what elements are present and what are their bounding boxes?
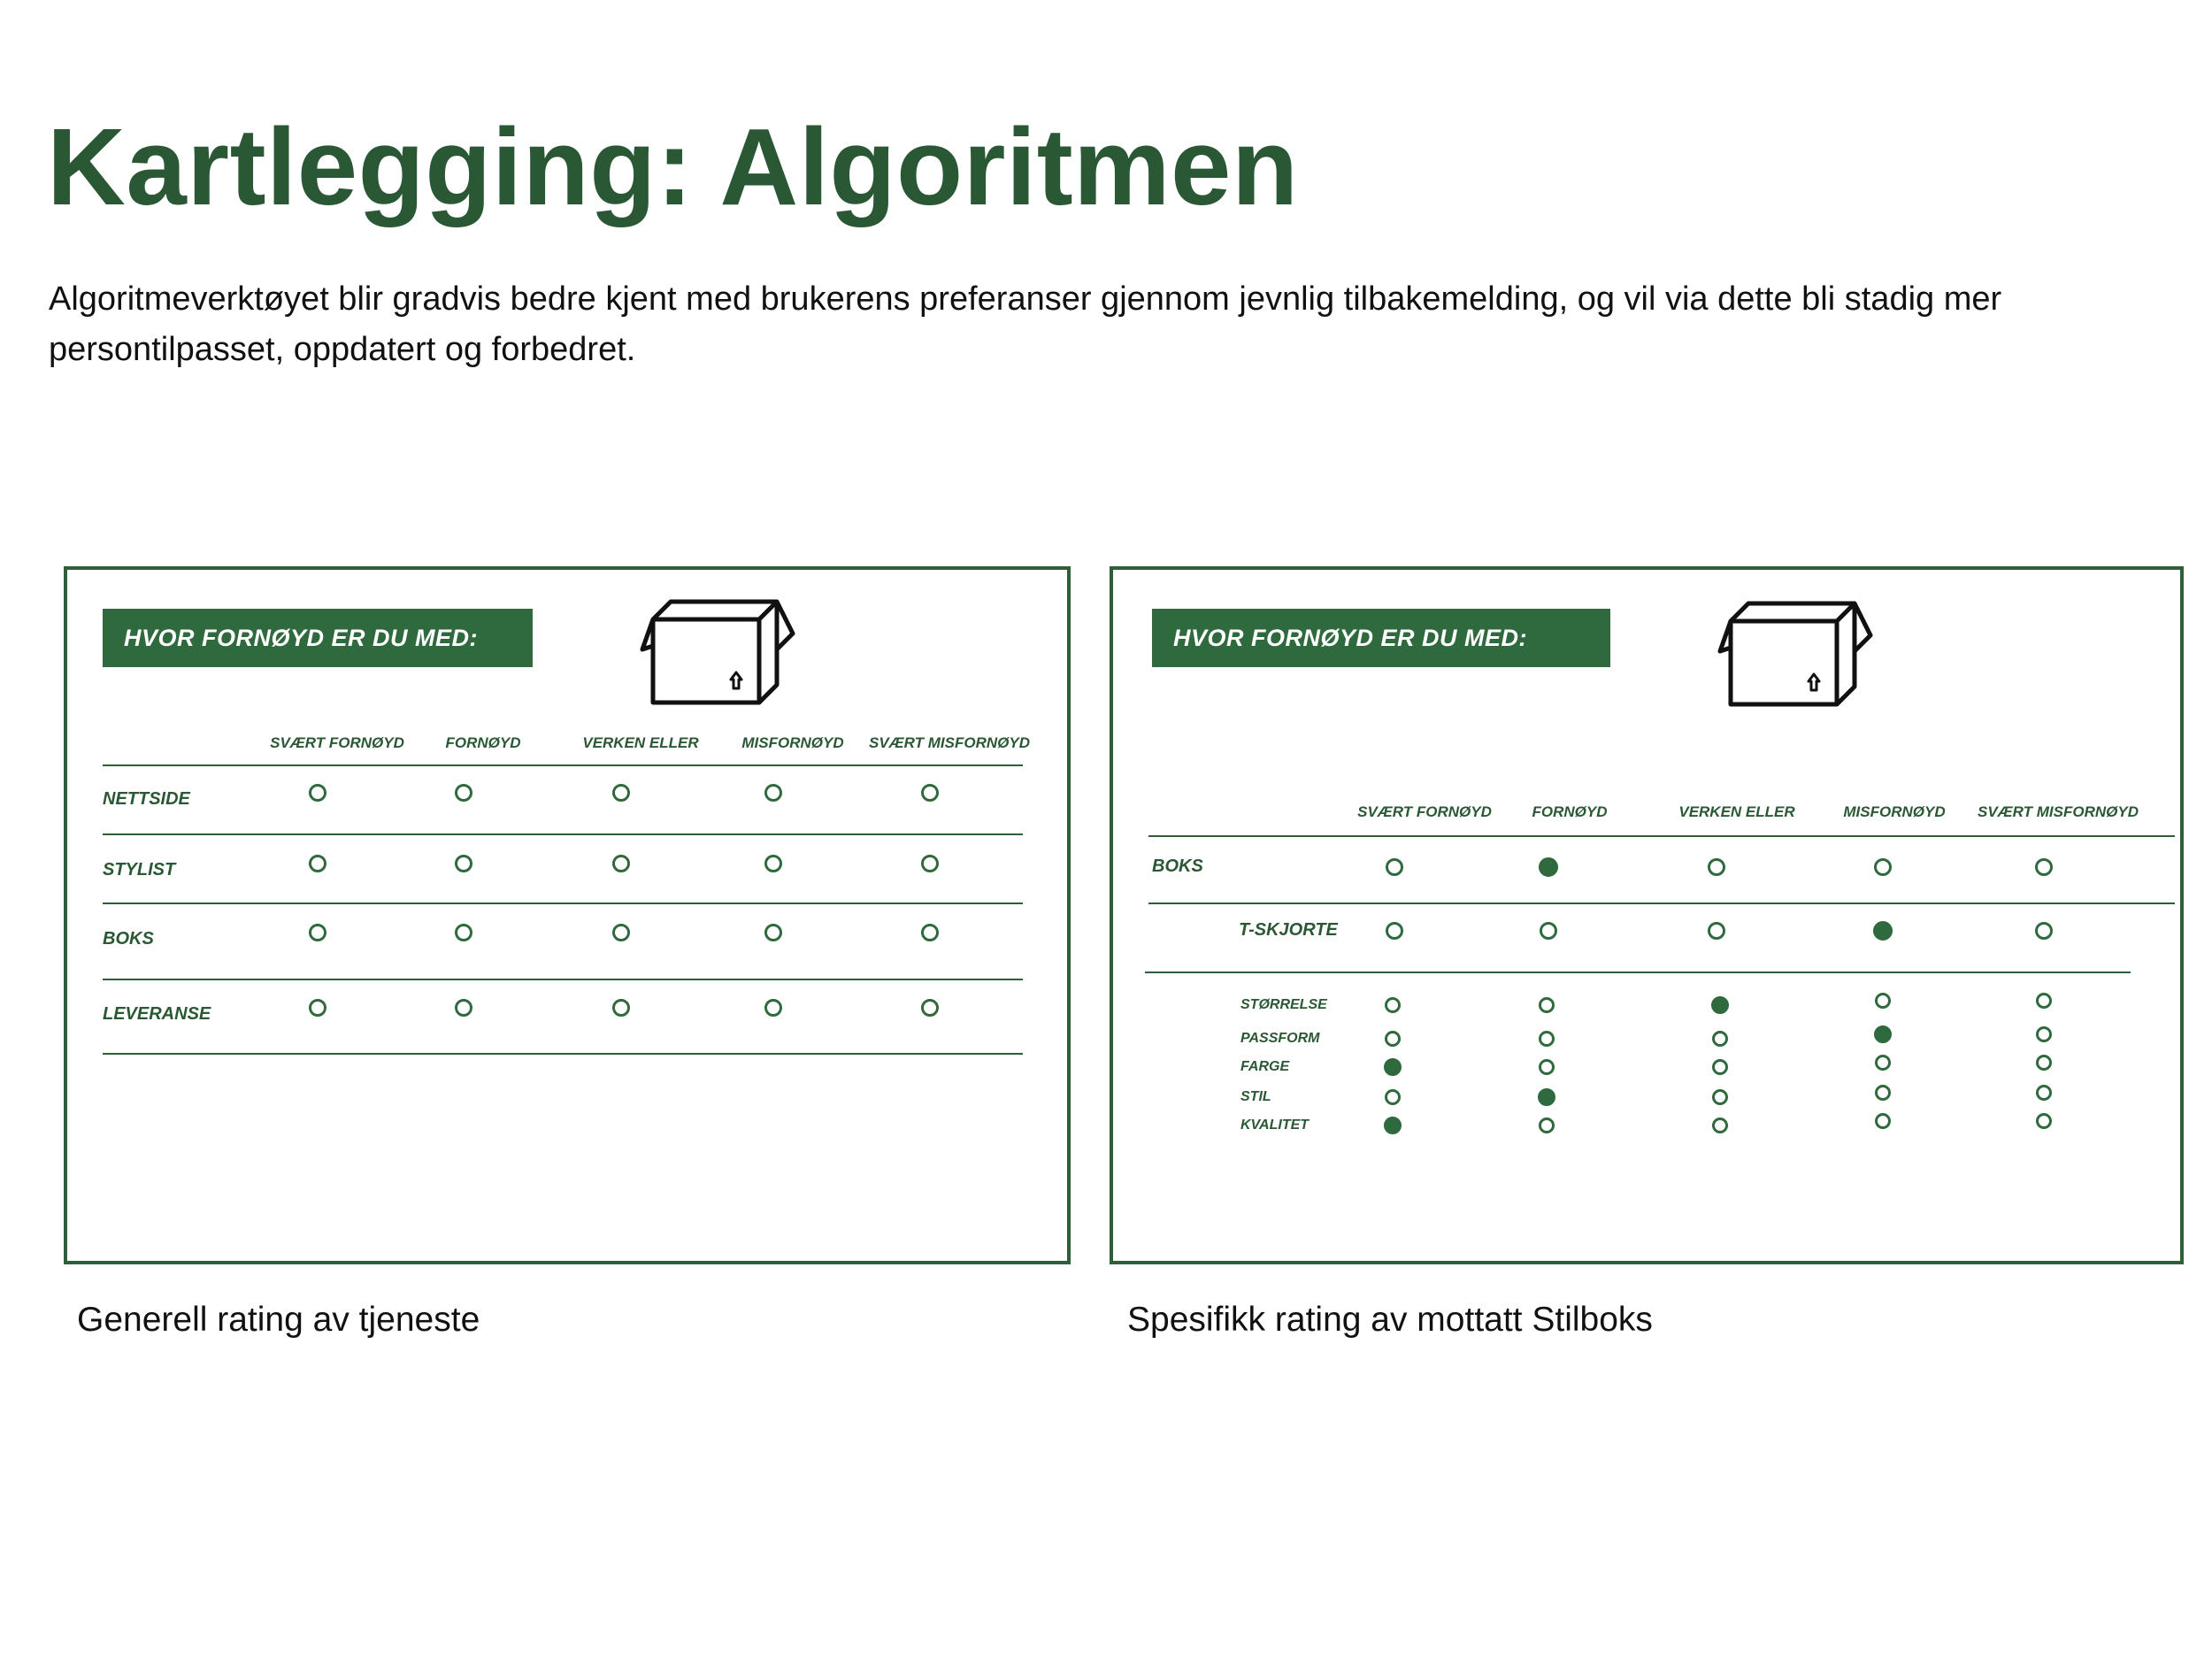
rating-radio[interactable] [612, 855, 630, 872]
column-header: SVÆRT FORNØYD [270, 734, 404, 751]
subrow-label: KVALITET [1240, 1118, 1310, 1133]
rating-radio[interactable] [921, 784, 939, 802]
column-header: FORNØYD [1532, 803, 1608, 820]
column-header: SVÆRT MISFORNØYD [869, 734, 1030, 751]
rating-radio[interactable] [612, 999, 630, 1017]
rating-radio[interactable] [1712, 1118, 1728, 1133]
rating-radio[interactable] [764, 855, 782, 872]
rating-radio[interactable] [455, 999, 472, 1017]
rating-radio[interactable] [1712, 1089, 1728, 1105]
divider [1145, 972, 2131, 973]
rating-radio[interactable] [1539, 857, 1558, 877]
rating-radio[interactable] [1873, 921, 1893, 941]
column-header: MISFORNØYD [1843, 803, 1946, 820]
divider [1148, 902, 2175, 904]
box-icon [1711, 589, 1897, 713]
rating-radio[interactable] [1711, 996, 1729, 1014]
rating-radio[interactable] [1539, 1118, 1555, 1133]
subrow-label: PASSFORM [1240, 1031, 1320, 1046]
rating-radio[interactable] [612, 784, 630, 802]
rating-radio[interactable] [2036, 1113, 2052, 1129]
rating-radio[interactable] [1384, 1117, 1402, 1134]
rating-radio[interactable] [1540, 922, 1557, 940]
rating-radio[interactable] [1875, 1085, 1891, 1101]
row-label: T-SKJORTE [1239, 920, 1338, 940]
box-icon [634, 588, 819, 711]
divider [1148, 835, 2175, 837]
rating-radio[interactable] [921, 999, 939, 1017]
rating-radio[interactable] [1539, 1031, 1555, 1047]
card-header: HVOR FORNØYD ER DU MED: [1152, 609, 1610, 667]
rating-radio[interactable] [2035, 858, 2053, 876]
rating-radio[interactable] [2036, 993, 2052, 1009]
rating-radio[interactable] [764, 924, 782, 941]
rating-radio[interactable] [1386, 858, 1403, 876]
column-header: VERKEN ELLER [582, 734, 699, 751]
intro-text: Algoritmeverktøyet blir gradvis bedre kjent med brukerens preferanser gjennom jevnlig tilbakemelding, og vil via dette bli stadig mer persontilpasset, oppdatert og forbedret. [49, 280, 2002, 368]
row-label: STYLIST [103, 860, 176, 879]
rating-radio[interactable] [1875, 1113, 1891, 1129]
rating-radio[interactable] [2036, 1055, 2052, 1071]
card1-caption: Generell rating av tjeneste [77, 1301, 480, 1339]
card2-caption: Spesifikk rating av mottatt Stilboks [1127, 1301, 1653, 1339]
row-label: BOKS [103, 929, 154, 949]
divider [103, 1053, 1023, 1055]
rating-radio[interactable] [1874, 1025, 1892, 1043]
subrow-label: FARGE [1240, 1059, 1290, 1074]
rating-radio[interactable] [1385, 1031, 1401, 1047]
rating-radio[interactable] [1875, 993, 1891, 1009]
rating-radio[interactable] [1386, 922, 1403, 940]
rating-radio[interactable] [309, 855, 326, 872]
column-header: FORNØYD [445, 734, 521, 751]
rating-radio[interactable] [1539, 997, 1555, 1013]
rating-radio[interactable] [1712, 1031, 1728, 1047]
column-header: VERKEN ELLER [1678, 803, 1795, 820]
rating-radio[interactable] [2036, 1026, 2052, 1042]
divider [103, 979, 1023, 980]
rating-radio[interactable] [2036, 1085, 2052, 1101]
column-header: SVÆRT FORNØYD [1357, 803, 1492, 820]
subrow-label: STIL [1240, 1089, 1271, 1104]
row-label: BOKS [1152, 856, 1203, 876]
rating-radio[interactable] [1539, 1059, 1555, 1075]
specific-rating-card [1110, 566, 2184, 1264]
page-title: Kartlegging: Algoritmen [47, 107, 1299, 228]
rating-radio[interactable] [612, 924, 630, 941]
rating-radio[interactable] [309, 924, 326, 941]
divider [103, 902, 1023, 904]
rating-radio[interactable] [1384, 1058, 1402, 1076]
row-label: LEVERANSE [103, 1004, 211, 1024]
rating-radio[interactable] [1874, 858, 1892, 876]
rating-radio[interactable] [1712, 1059, 1728, 1075]
divider [103, 764, 1023, 766]
row-label: NETTSIDE [103, 789, 190, 809]
general-rating-card [64, 566, 1071, 1264]
rating-radio[interactable] [1538, 1088, 1555, 1106]
rating-radio[interactable] [764, 999, 782, 1017]
rating-radio[interactable] [1708, 922, 1725, 940]
rating-radio[interactable] [1385, 997, 1401, 1013]
rating-radio[interactable] [764, 784, 782, 802]
rating-radio[interactable] [1875, 1055, 1891, 1071]
rating-radio[interactable] [455, 784, 472, 802]
rating-radio[interactable] [455, 855, 472, 872]
rating-radio[interactable] [309, 999, 326, 1017]
divider [103, 833, 1023, 835]
card-header: HVOR FORNØYD ER DU MED: [103, 609, 533, 667]
rating-radio[interactable] [921, 924, 939, 941]
rating-radio[interactable] [921, 855, 939, 872]
rating-radio[interactable] [455, 924, 472, 941]
column-header: SVÆRT MISFORNØYD [1978, 803, 2139, 820]
rating-radio[interactable] [1385, 1089, 1401, 1105]
column-header: MISFORNØYD [741, 734, 844, 751]
rating-radio[interactable] [2035, 922, 2053, 940]
rating-radio[interactable] [309, 784, 326, 802]
subrow-label: STØRRELSE [1240, 997, 1327, 1012]
rating-radio[interactable] [1708, 858, 1725, 876]
